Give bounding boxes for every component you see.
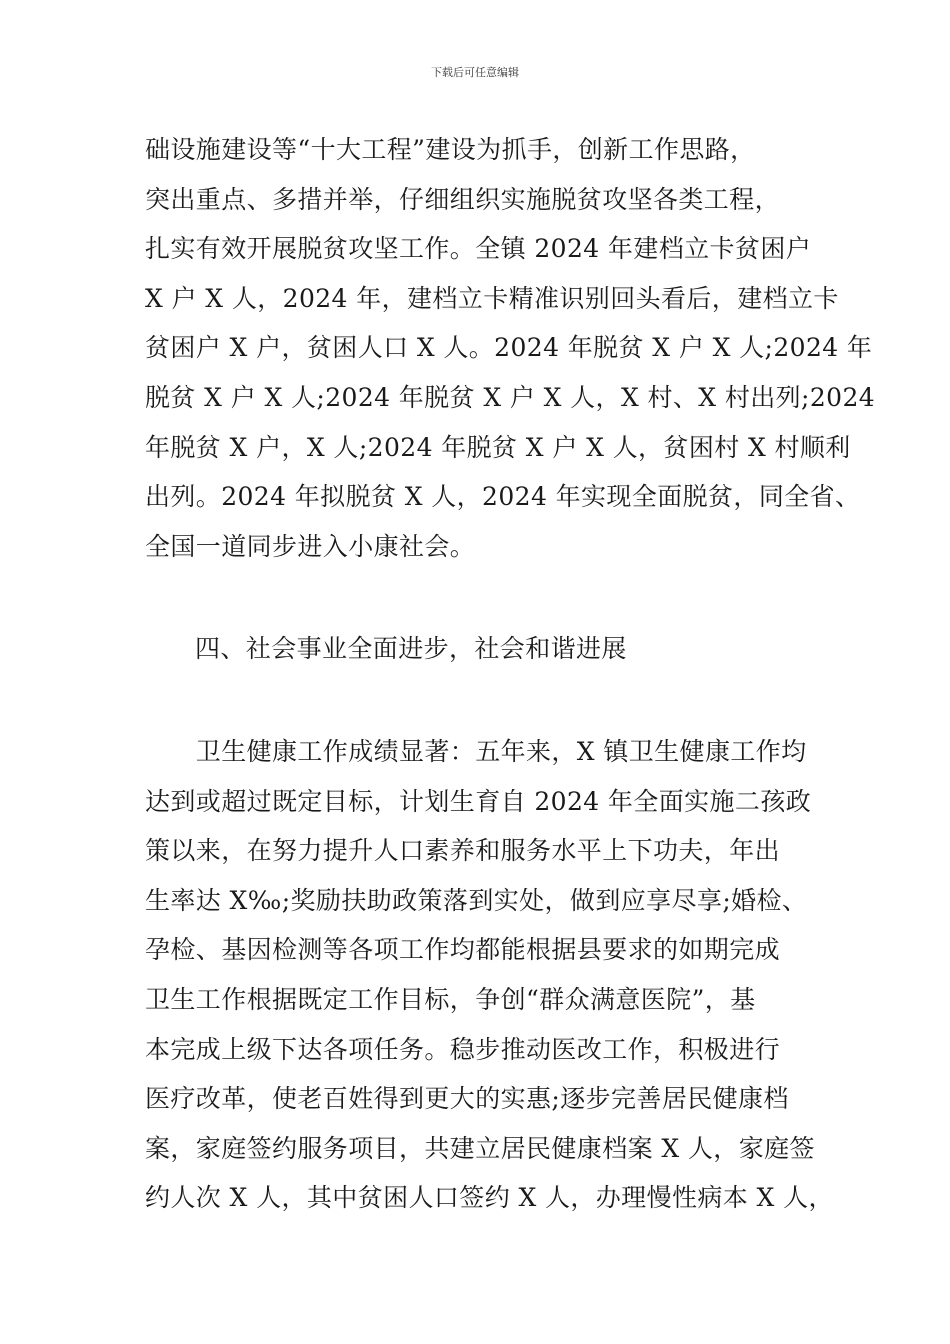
section-heading xyxy=(195,624,885,674)
text-line: 案，家庭签约服务项目，共建立居民健康档案 X 人，家庭签 xyxy=(145,1133,815,1163)
text-line: 卫生健康工作成绩显著：五年来，X 镇卫生健康工作均 xyxy=(145,737,807,766)
text-line: 扎实有效开展脱贫攻坚工作。全镇 2024 年建档立卡贫困户 xyxy=(145,234,812,264)
text-line: 础设施建设等“十大工程”建设为抓手，创新工作思路， xyxy=(145,135,756,164)
text-line: 医疗改革，使老百姓得到更大的实惠;逐步完善居民健康档 xyxy=(145,1084,789,1114)
text-line: X 户 X 人，2024 年，建档立卡精准识别回头看后，建档立卡 xyxy=(145,283,839,313)
text-line: 贫困户 X 户，贫困人口 X 人。2024 年脱贫 X 户 X 人;2024 年 xyxy=(145,333,873,363)
text-line: 卫生工作根据既定工作目标，争创“群众满意医院”，基 xyxy=(145,984,756,1014)
text-line: 脱贫 X 户 X 人;2024 年脱贫 X 户 X 人，X 村、X 村出列;2024 xyxy=(145,382,876,412)
text-line: 生率达 X‰;奖励扶助政策落到实处，做到应享尽享;婚检、 xyxy=(145,885,808,915)
text-line: 孕检、基因检测等各项工作均都能根据县要求的如期完成 xyxy=(145,935,781,965)
paragraph-poverty-alleviation xyxy=(145,125,876,571)
section-heading-text: 四、社会事业全面进步，社会和谐进展 xyxy=(195,634,627,663)
text-line: 年脱贫 X 户，X 人;2024 年脱贫 X 户 X 人，贫困村 X 村顺利 xyxy=(145,432,851,462)
text-line: 全国一道同步进入小康社会。 xyxy=(145,531,476,561)
text-line: 策以来，在努力提升人口素养和服务水平上下功夫，年出 xyxy=(145,836,781,866)
text-line: 出列。2024 年拟脱贫 X 人，2024 年实现全面脱贫，同全省、 xyxy=(145,482,861,512)
text-line: 本完成上级下达各项任务。稳步推动医改工作，积极进行 xyxy=(145,1034,781,1064)
page-header: 下载后可任意编辑 xyxy=(431,66,519,79)
text-line: 达到或超过既定目标，计划生育自 2024 年全面实施二孩政 xyxy=(145,786,812,816)
text-line: 突出重点、多措并举，仔细组织实施脱贫攻坚各类工程， xyxy=(145,184,781,214)
text-line: 约人次 X 人，其中贫困人口签约 X 人，办理慢性病本 X 人， xyxy=(145,1183,834,1213)
paragraph-health-work xyxy=(145,727,835,1223)
